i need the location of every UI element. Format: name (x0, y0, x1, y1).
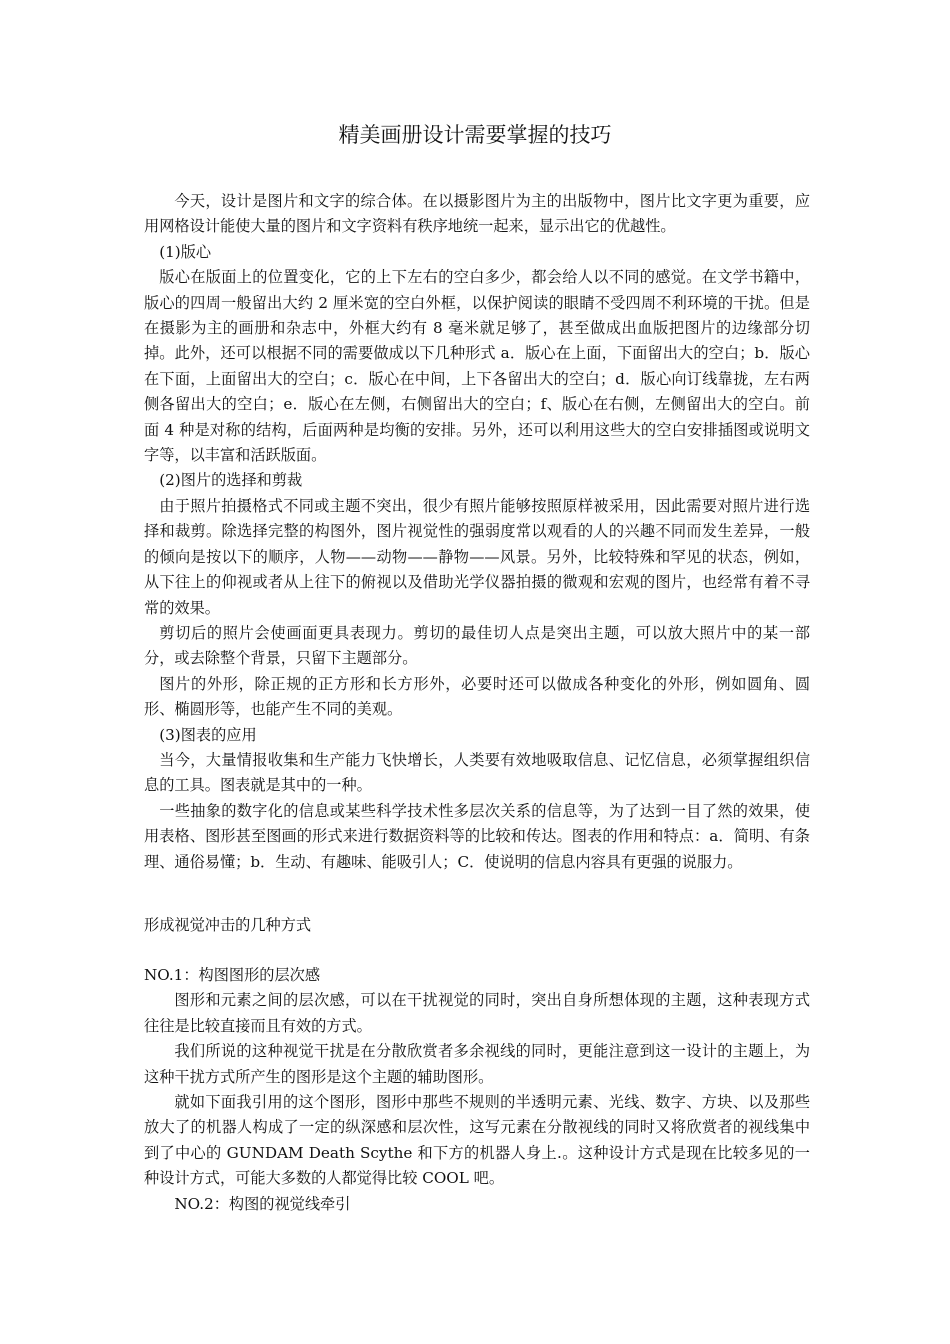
image-selection-paragraph: 由于照片拍摄格式不同或主题不突出，很少有照片能够按照原样被采用，因此需要对照片进行选择和裁剪。除选择完整的构图外，图片视觉性的强弱度常以观看的人的兴趣不同而发生差异，一般的倾向是按以下的顺序，人物——动物——静物——风景。另外，比较特殊和罕见的状态，例如，从下往上的仰视或者从上往下的俯视以及借助光学仪器拍摄的微观和宏观的图片，也经常有着不寻常的效果。 (144, 496, 810, 617)
chart-usage-paragraph-1: 当今，大量情报收集和生产能力飞快增长，人类要有效地吸取信息、记忆信息，必须掌握组织信息的工具。图表就是其中的一种。 (144, 750, 810, 795)
layering-paragraph-2: 我们所说的这种视觉干扰是在分散欣赏者多余视线的同时，更能注意到这一设计的主题上，为这种干扰方式所产生的图形是这个主题的辅助图形。 (144, 1042, 810, 1086)
image-shape-paragraph: 图片的外形，除正规的正方形和长方形外，必要时还可以做成各种变化的外形，例如圆角、圆形、椭圆形等，也能产生不同的美观。 (144, 674, 810, 719)
subheading-image-selection: (2)图片的选择和剪裁 (159, 471, 303, 490)
subheading-no1: NO.1：构图图形的层次感 (144, 966, 321, 984)
layering-paragraph-1: 图形和元素之间的层次感，可以在干扰视觉的同时，突出自身所想体现的主题，这种表现方式往往是比较直接而且有效的方式。 (144, 991, 810, 1035)
subheading-layout: (1)版心 (159, 242, 212, 261)
layering-paragraph-3: 就如下面我引用的这个图形，图形中那些不规则的半透明元素、光线、数字、方块、以及那些放大了的机器人构成了一定的纵深感和层次性，这写元素在分散视线的同时又将欣赏者的视线集中到了中心的 GUNDAM Death Scythe 和下方的机器人身上.。这种设计方式是现在比较多见的一种设计方式，可能大多数的人都觉得比较 COOL 吧。 (144, 1093, 810, 1188)
cropping-paragraph: 剪切后的照片会使画面更具表现力。剪切的最佳切人点是突出主题，可以放大照片中的某一部分，或去除整个背景，只留下主题部分。 (144, 623, 810, 668)
layout-paragraph: 版心在版面上的位置变化，它的上下左右的空白多少，都会给人以不同的感觉。在文学书籍中，版心的四周一般留出大约 2 厘米宽的空白外框，以保护阅读的眼睛不受四周不利环境的干扰。但是在摄影为主的画册和杂志中，外框大约有 8 毫米就足够了，甚至做成出血版把图片的边缘部分切掉。此外，还可以根据不同的需要做成以下几种形式 a．版心在上面，下面留出大的空白；b．版心在下面，上面留出大的空白；c．版心在中间，上下各留出大的空白；d．版心向订线靠拢，左右两侧各留出大的空白；e．版心在左侧，右侧留出大的空白；f、版心在右侧，左侧留出大的空白。前面 4 种是对称的结构，后面两种是均衡的安排。另外，还可以利用这些大的空白安排插图或说明文字等，以丰富和活跃版面。 (144, 268, 810, 465)
chart-usage-paragraph-2: 一些抽象的数字化的信息或某些科学技术性多层次关系的信息等，为了达到一目了然的效果，使用表格、图形甚至图画的形式来进行数据资料等的比较和传达。图表的作用和特点：a．简明、有条理、通俗易懂；b．生动、有趣味、能吸引人；C．使说明的信息内容具有更强的说服力。 (144, 801, 810, 871)
subheading-no2: NO.2：构图的视觉线牵引 (174, 1194, 351, 1213)
subheading-chart-usage: (3)图表的应用 (159, 725, 257, 744)
intro-paragraph: 今天，设计是图片和文字的综合体。在以摄影图片为主的出版物中，图片比文字更为重要，应用网格设计能使大量的图片和文字资料有秩序地统一起来，显示出它的优越性。 (144, 192, 810, 236)
document-title: 精美画册设计需要掌握的技巧 (338, 123, 612, 147)
body-section-1 (144, 189, 810, 875)
section-2-title: 形成视觉冲击的几种方式 (144, 916, 312, 934)
body-section-2 (144, 963, 810, 1217)
section-2-heading-block (144, 913, 810, 938)
